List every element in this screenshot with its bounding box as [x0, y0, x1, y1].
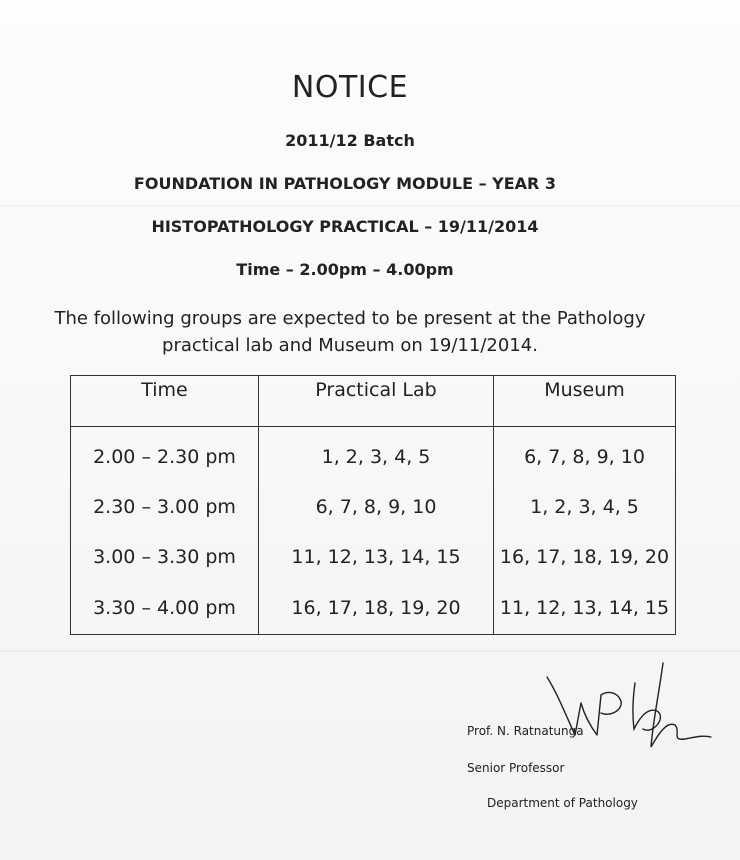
- cell-museum: 1, 2, 3, 4, 5: [494, 482, 676, 532]
- cell-practical-lab: 11, 12, 13, 14, 15: [259, 532, 494, 582]
- signatory-department: Department of Pathology: [487, 796, 638, 810]
- signatory-name: Prof. N. Ratnatunga: [467, 724, 584, 738]
- paper-crease: [0, 650, 740, 652]
- practical-heading: HISTOPATHOLOGY PRACTICAL – 19/11/2014: [151, 217, 539, 236]
- cell-museum: 11, 12, 13, 14, 15: [494, 582, 676, 635]
- cell-museum: 6, 7, 8, 9, 10: [494, 427, 676, 483]
- header-practical-lab: Practical Lab: [259, 376, 494, 427]
- cell-practical-lab: 6, 7, 8, 9, 10: [259, 482, 494, 532]
- time-heading: Time – 2.00pm – 4.00pm: [236, 260, 454, 279]
- cell-museum: 16, 17, 18, 19, 20: [494, 532, 676, 582]
- cell-time: 2.30 – 3.00 pm: [71, 482, 259, 532]
- intro-paragraph: [40, 305, 660, 359]
- intro-line-2: practical lab and Museum on 19/11/2014.: [162, 335, 538, 356]
- table-header-row: [71, 376, 676, 427]
- intro-line-1: The following groups are expected to be present at the Pathology: [54, 308, 646, 329]
- table-row: [71, 427, 676, 483]
- table-row: [71, 532, 676, 582]
- table-row: [71, 482, 676, 532]
- cell-time: 2.00 – 2.30 pm: [71, 427, 259, 483]
- paper-crease: [0, 205, 740, 207]
- table-row: [71, 582, 676, 635]
- cell-time: 3.30 – 4.00 pm: [71, 582, 259, 635]
- handwritten-signature: [535, 655, 720, 760]
- header-museum: Museum: [494, 376, 676, 427]
- module-heading: FOUNDATION IN PATHOLOGY MODULE – YEAR 3: [133, 174, 557, 193]
- header-time: Time: [71, 376, 259, 427]
- batch-heading: 2011/12 Batch: [285, 131, 415, 150]
- cell-time: 3.00 – 3.30 pm: [71, 532, 259, 582]
- cell-practical-lab: 16, 17, 18, 19, 20: [259, 582, 494, 635]
- signatory-title: Senior Professor: [467, 761, 565, 775]
- schedule-table: [70, 375, 676, 635]
- notice-title: NOTICE: [291, 70, 409, 105]
- cell-practical-lab: 1, 2, 3, 4, 5: [259, 427, 494, 483]
